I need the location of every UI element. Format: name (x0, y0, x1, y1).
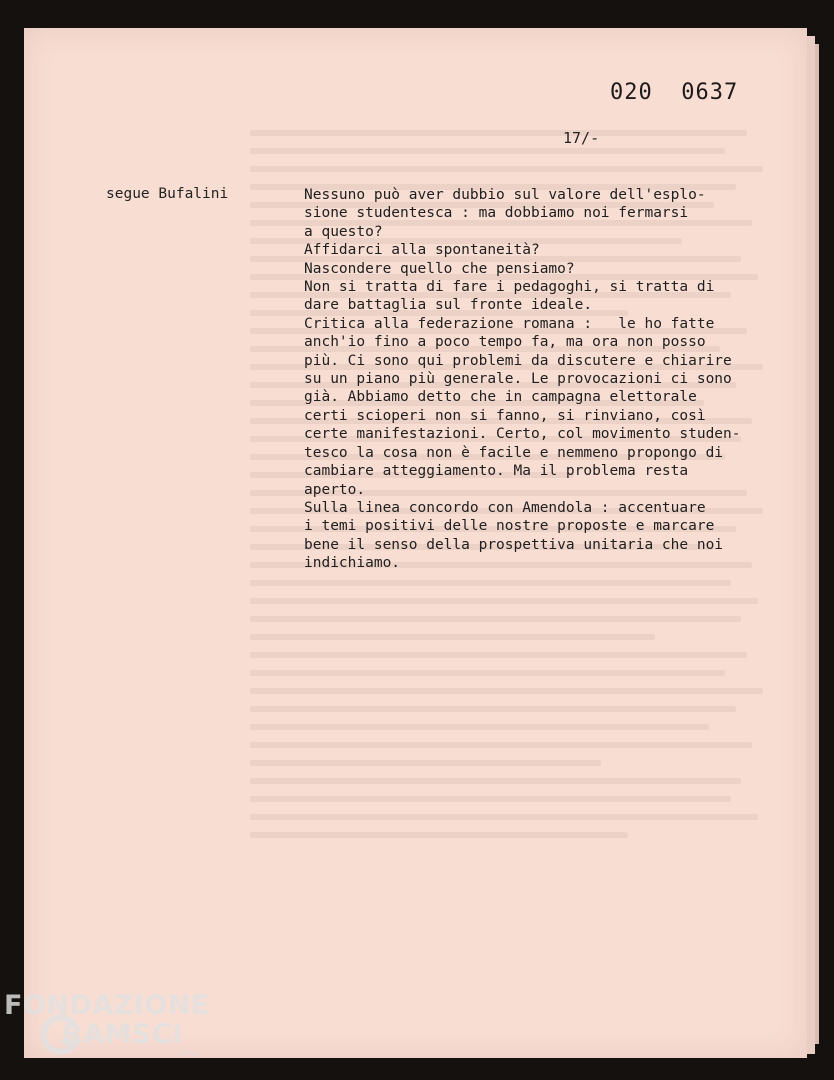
text-line: certe manifestazioni. Certo, col movimento studen- (304, 426, 741, 443)
body-text (304, 186, 804, 573)
text-line: bene il senso della prospettiva unitaria che noi (304, 536, 724, 553)
watermark-line1: FONDAZIONE (4, 990, 210, 1021)
text-line: già. Abbiamo detto che in campagna elettorale (304, 389, 697, 406)
text-line: sione studentesca : ma dobbiamo noi fermarsi (304, 205, 689, 222)
speaker-label: segue Bufalini (106, 186, 229, 202)
text-line: Non si tratta di fare i pedagoghi, si tratta di (304, 279, 715, 296)
text-line: Nessuno può aver dubbio sul valore dell'esplo- (304, 187, 706, 203)
text-line: Nascondere quello che pensiamo? (304, 260, 575, 277)
text-line: i temi positivi delle nostre proposte e marcare (304, 518, 715, 535)
text-line: tesco la cosa non è facile e nemmeno propongo di (304, 444, 724, 461)
text-line: certi scioperi non si fanno, si rinviano, così (304, 407, 706, 424)
page-number: 17/- (563, 129, 600, 147)
text-line: dare battaglia sul fronte ideale. (304, 297, 593, 314)
text-line: più. Ci sono qui problemi da discutere e chiarire (304, 352, 732, 369)
text-line: Affidarci alla spontaneità? (304, 242, 540, 259)
text-line: indichiamo. (304, 555, 401, 572)
fondazione-gramsci-watermark (4, 990, 214, 1060)
watermark-onlus: onlus (178, 1049, 200, 1058)
text-line: Critica alla federazione romana : le ho fatte (304, 315, 715, 332)
text-line: a questo? (304, 223, 383, 240)
archive-number: 020 0637 (610, 80, 739, 105)
paper-edge (807, 36, 815, 1054)
text-line: su un piano più generale. Le provocazioni ci sono (304, 371, 732, 388)
text-line: aperto. (304, 481, 366, 498)
text-line: anch'io fino a poco tempo fa, ma ora non posso (304, 334, 706, 351)
text-line: Sulla linea concordo con Amendola : accentuare (304, 499, 706, 516)
paper-edge-back (815, 44, 819, 1044)
watermark-line2: RAMSCI (62, 1019, 183, 1050)
text-line: cambiare atteggiamento. Ma il problema resta (304, 463, 689, 480)
